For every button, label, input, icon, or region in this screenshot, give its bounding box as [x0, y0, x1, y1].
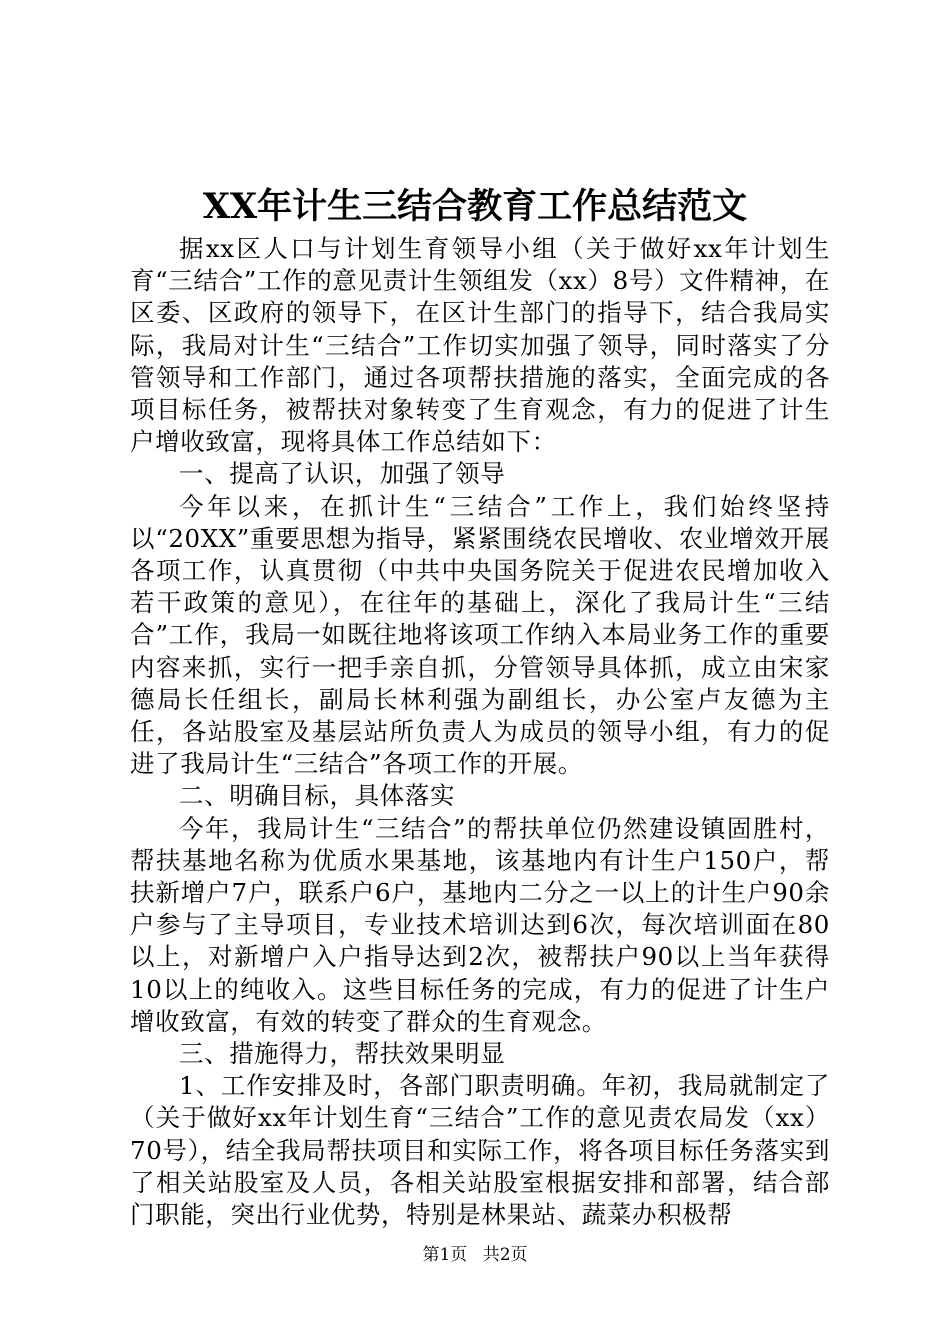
section-heading-3: 三、措施得力，帮扶效果明显 [179, 1039, 506, 1069]
section-2-paragraph: 今年，我局计生“三结合”的帮扶单位仍然建设镇固胜村，帮扶基地名称为优质水果基地，该基地内有计生户150户，帮扶新增户7户，联系户6户，基地内二分之一以上的计生户90余户参与了主导项目，专业技术培训达到6次，每次培训面在80以上，对新增户入户指导达到2次，被帮扶户90以上当年获得10以上的纯收入。这些目标任务的完成，有力的促进了计生户增收致富，有效的转变了群众的生育观念。 [130, 813, 830, 1036]
page-footer [0, 1243, 950, 1267]
section-heading-2: 二、明确目标，具体落实 [179, 781, 456, 811]
page-number: 第1页 [422, 1245, 468, 1265]
page-total: 共2页 [482, 1245, 528, 1265]
intro-paragraph: 据xx区人口与计划生育领导小组（关于做好xx年计划生育“三结合”工作的意见责计生领组发（xx）8号）文件精神，在区委、区政府的领导下，在区计生部门的指导下，结合我局实际，我局对计生“三结合”工作切实加强了领导，同时落实了分管领导和工作部门，通过各项帮扶措施的落实，全面完成的各项目标任务，被帮扶对象转变了生育观念，有力的促进了计生户增收致富，现将具体工作总结如下： [130, 234, 830, 457]
document-body [130, 233, 830, 1231]
document-title: XX年计生三结合教育工作总结范文 [202, 186, 748, 227]
section-heading-1: 一、提高了认识，加强了领导 [179, 459, 506, 489]
section-3-paragraph: 1、工作安排及时，各部门职责明确。年初，我局就制定了（关于做好xx年计划生育“三结合”工作的意见责农局发（xx）70号），结全我局帮扶项目和实际工作，将各项目标任务落实到了相关站股室及人员，各相关站股室根据安排和部署，结合部门职能，突出行业优势，特别是林果站、蔬菜办积极帮 [130, 1071, 830, 1230]
section-1-paragraph: 今年以来，在抓计生“三结合”工作上，我们始终坚持以“20XX”重要思想为指导，紧紧围绕农民增收、农业增效开展各项工作，认真贯彻（中共中央国务院关于促进农民增加收入若干政策的意见），在往年的基础上，深化了我局计生“三结合”工作，我局一如既往地将该项工作纳入本局业务工作的重要内容来抓，实行一把手亲自抓，分管领导具体抓，成立由宋家德局长任组长，副局长林利强为副组长，办公室卢友德为主任，各站股室及基层站所负责人为成员的领导小组，有力的促进了我局计生“三结合”各项工作的开展。 [130, 491, 830, 779]
